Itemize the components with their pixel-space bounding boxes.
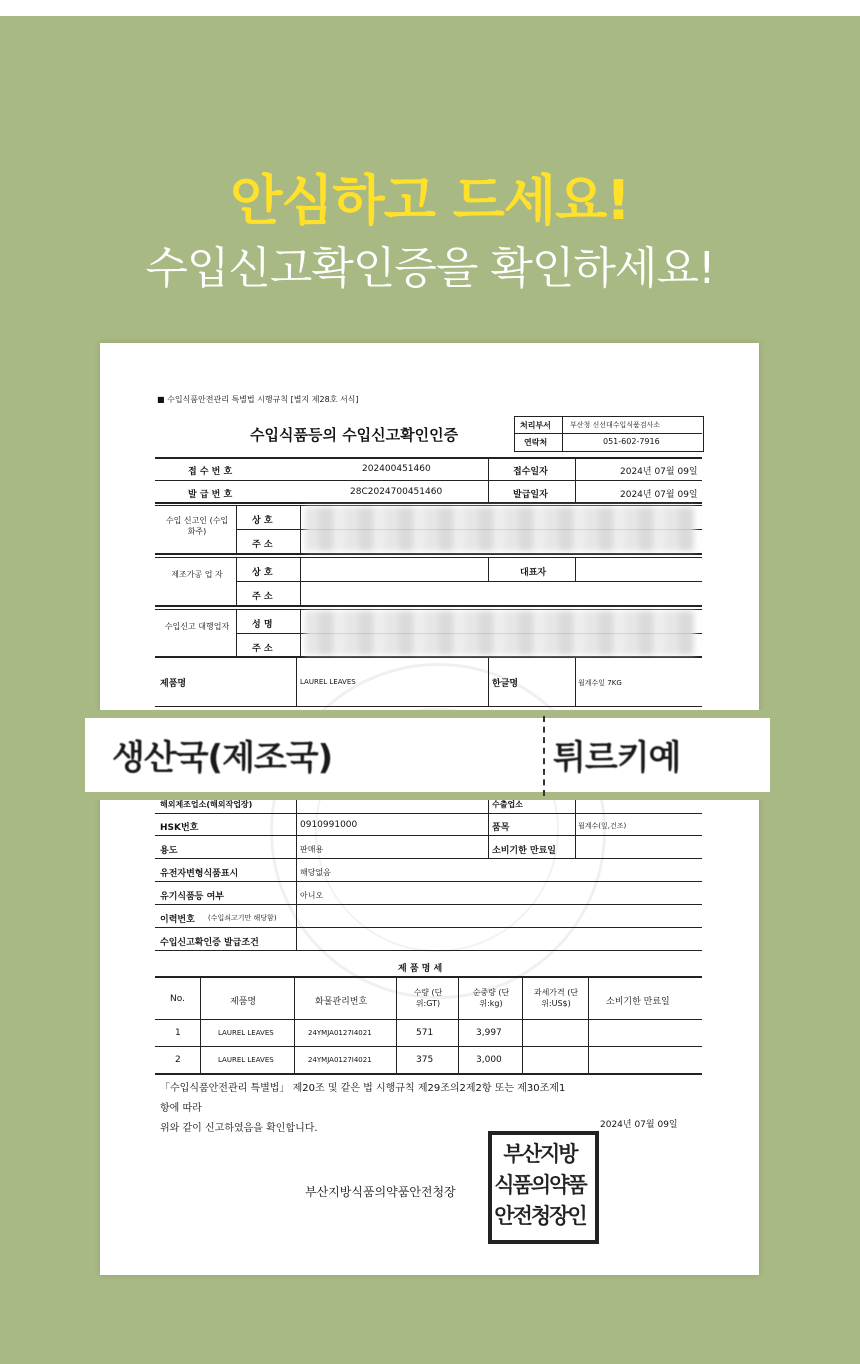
origin-value: 튀르키예 — [553, 738, 681, 778]
redacted-agent — [305, 611, 695, 655]
row2-quantity: 375 — [416, 1055, 434, 1065]
agent-label: 수입신고 대행업자 — [164, 622, 230, 631]
importer-company-label: 상 호 — [252, 516, 273, 526]
th-quantity: 수량 (단위:GT) — [413, 988, 443, 1008]
item-label: 품목 — [492, 823, 510, 833]
contact-value: 051-602-7916 — [603, 437, 660, 446]
row2-product: LAUREL LEAVES — [218, 1056, 274, 1064]
receipt-no: 202400451460 — [362, 464, 431, 474]
organic-label: 유기식품등 여부 — [160, 892, 224, 902]
history-note: (수입쇠고기만 해당함) — [208, 914, 277, 922]
use-value: 판매용 — [300, 845, 324, 854]
office-label: 처리부서 — [520, 421, 551, 430]
th-weight: 순중량 (단위:kg) — [472, 988, 510, 1008]
issue-no-label: 발 급 번 호 — [188, 490, 233, 500]
headline-subtitle: 수입신고확인증을 확인하세요! — [145, 243, 715, 294]
rep-label: 대표자 — [520, 568, 547, 578]
seal-text: 부산지방 식품의약품 안전청장인 — [494, 1142, 586, 1228]
use-label: 용도 — [160, 846, 178, 856]
detail-title: 제 품 명 세 — [398, 964, 443, 974]
receipt-date: 2024년 07월 09일 — [620, 467, 698, 477]
hsk-value: 0910991000 — [300, 820, 358, 830]
form-note: ■ 수입식품안전관리 특별법 시행규칙 [별지 제28호 서식] — [157, 395, 359, 404]
row1-no: 1 — [175, 1028, 181, 1038]
headline-title: 안심하고 드세요! — [230, 169, 630, 232]
organic-value: 아니오 — [300, 891, 324, 900]
agent-name-label: 성 명 — [252, 620, 273, 630]
document-title: 수입식품등의 수입신고확인인증 — [250, 426, 459, 444]
th-cargo: 화물관리번호 — [315, 997, 368, 1007]
row1-quantity: 571 — [416, 1028, 434, 1038]
receipt-date-label: 접수일자 — [513, 467, 548, 477]
export-label: 해외제조업소(해외작업장) — [160, 800, 253, 809]
th-price: 과세가격 (단위:US$) — [533, 988, 579, 1008]
manufacturer-company-label: 상 호 — [252, 568, 273, 578]
importer-address-label: 주 소 — [252, 540, 273, 550]
row1-product: LAUREL LEAVES — [218, 1029, 274, 1037]
export-extra-label: 수출업소 — [492, 800, 523, 809]
law-text-1: 「수입식품안전관리 특별법」 제20조 및 같은 법 시행규칙 제29조의2제2항 또는 제30조제1 — [160, 1083, 566, 1094]
row1-cargo: 24YMJA0127I4021 — [308, 1029, 372, 1037]
th-product: 제품명 — [230, 997, 257, 1007]
law-text-2: 항에 따라 — [160, 1103, 202, 1114]
issue-date-label: 발급일자 — [513, 490, 548, 500]
confirm-text: 위와 같이 신고하였음을 확인합니다. — [160, 1123, 318, 1134]
hsk-label: HSK번호 — [160, 823, 199, 833]
korean-name: 월계수잎 7KG — [578, 679, 622, 687]
zoom-divider — [543, 716, 545, 796]
row2-weight: 3,000 — [476, 1055, 502, 1065]
confirm-date: 2024년 07월 09일 — [600, 1120, 678, 1130]
row2-no: 2 — [175, 1055, 181, 1065]
agent-address-label: 주 소 — [252, 644, 273, 654]
redacted-importer — [305, 507, 695, 551]
condition-label: 수입신고확인증 발급조건 — [160, 938, 259, 948]
issue-date: 2024년 07월 09일 — [620, 490, 698, 500]
th-no: No. — [170, 994, 185, 1004]
issue-no: 28C2024700451460 — [350, 487, 443, 497]
row1-weight: 3,997 — [476, 1028, 502, 1038]
expiry-label: 소비기한 만료일 — [492, 846, 556, 856]
gmo-value: 해당없음 — [300, 868, 331, 877]
origin-label: 생산국(제조국) — [112, 738, 333, 778]
manufacturer-address-label: 주 소 — [252, 592, 273, 602]
manufacturer-label: 제조가공 업 자 — [171, 570, 223, 579]
item-value: 월계수(잎,건조) — [578, 822, 627, 830]
certificate-document — [100, 343, 759, 1275]
importer-label: 수입 신고인 (수입 화주) — [165, 516, 229, 536]
receipt-no-label: 접 수 번 호 — [188, 467, 233, 477]
th-expiry: 소비기한 만료일 — [606, 997, 670, 1007]
product-name-label: 제품명 — [160, 679, 187, 689]
office-value: 부산청 신선대수입식품검사소 — [570, 421, 661, 429]
history-label: 이력번호 — [160, 915, 195, 925]
korean-name-label: 한글명 — [492, 679, 519, 689]
gmo-label: 유전자변형식품표시 — [160, 869, 239, 879]
top-strip — [0, 0, 860, 16]
issuer-name: 부산지방식품의약품안전청장 — [305, 1185, 456, 1199]
product-name: LAUREL LEAVES — [300, 678, 356, 686]
contact-label: 연락처 — [524, 438, 548, 447]
row2-cargo: 24YMJA0127I4021 — [308, 1056, 372, 1064]
